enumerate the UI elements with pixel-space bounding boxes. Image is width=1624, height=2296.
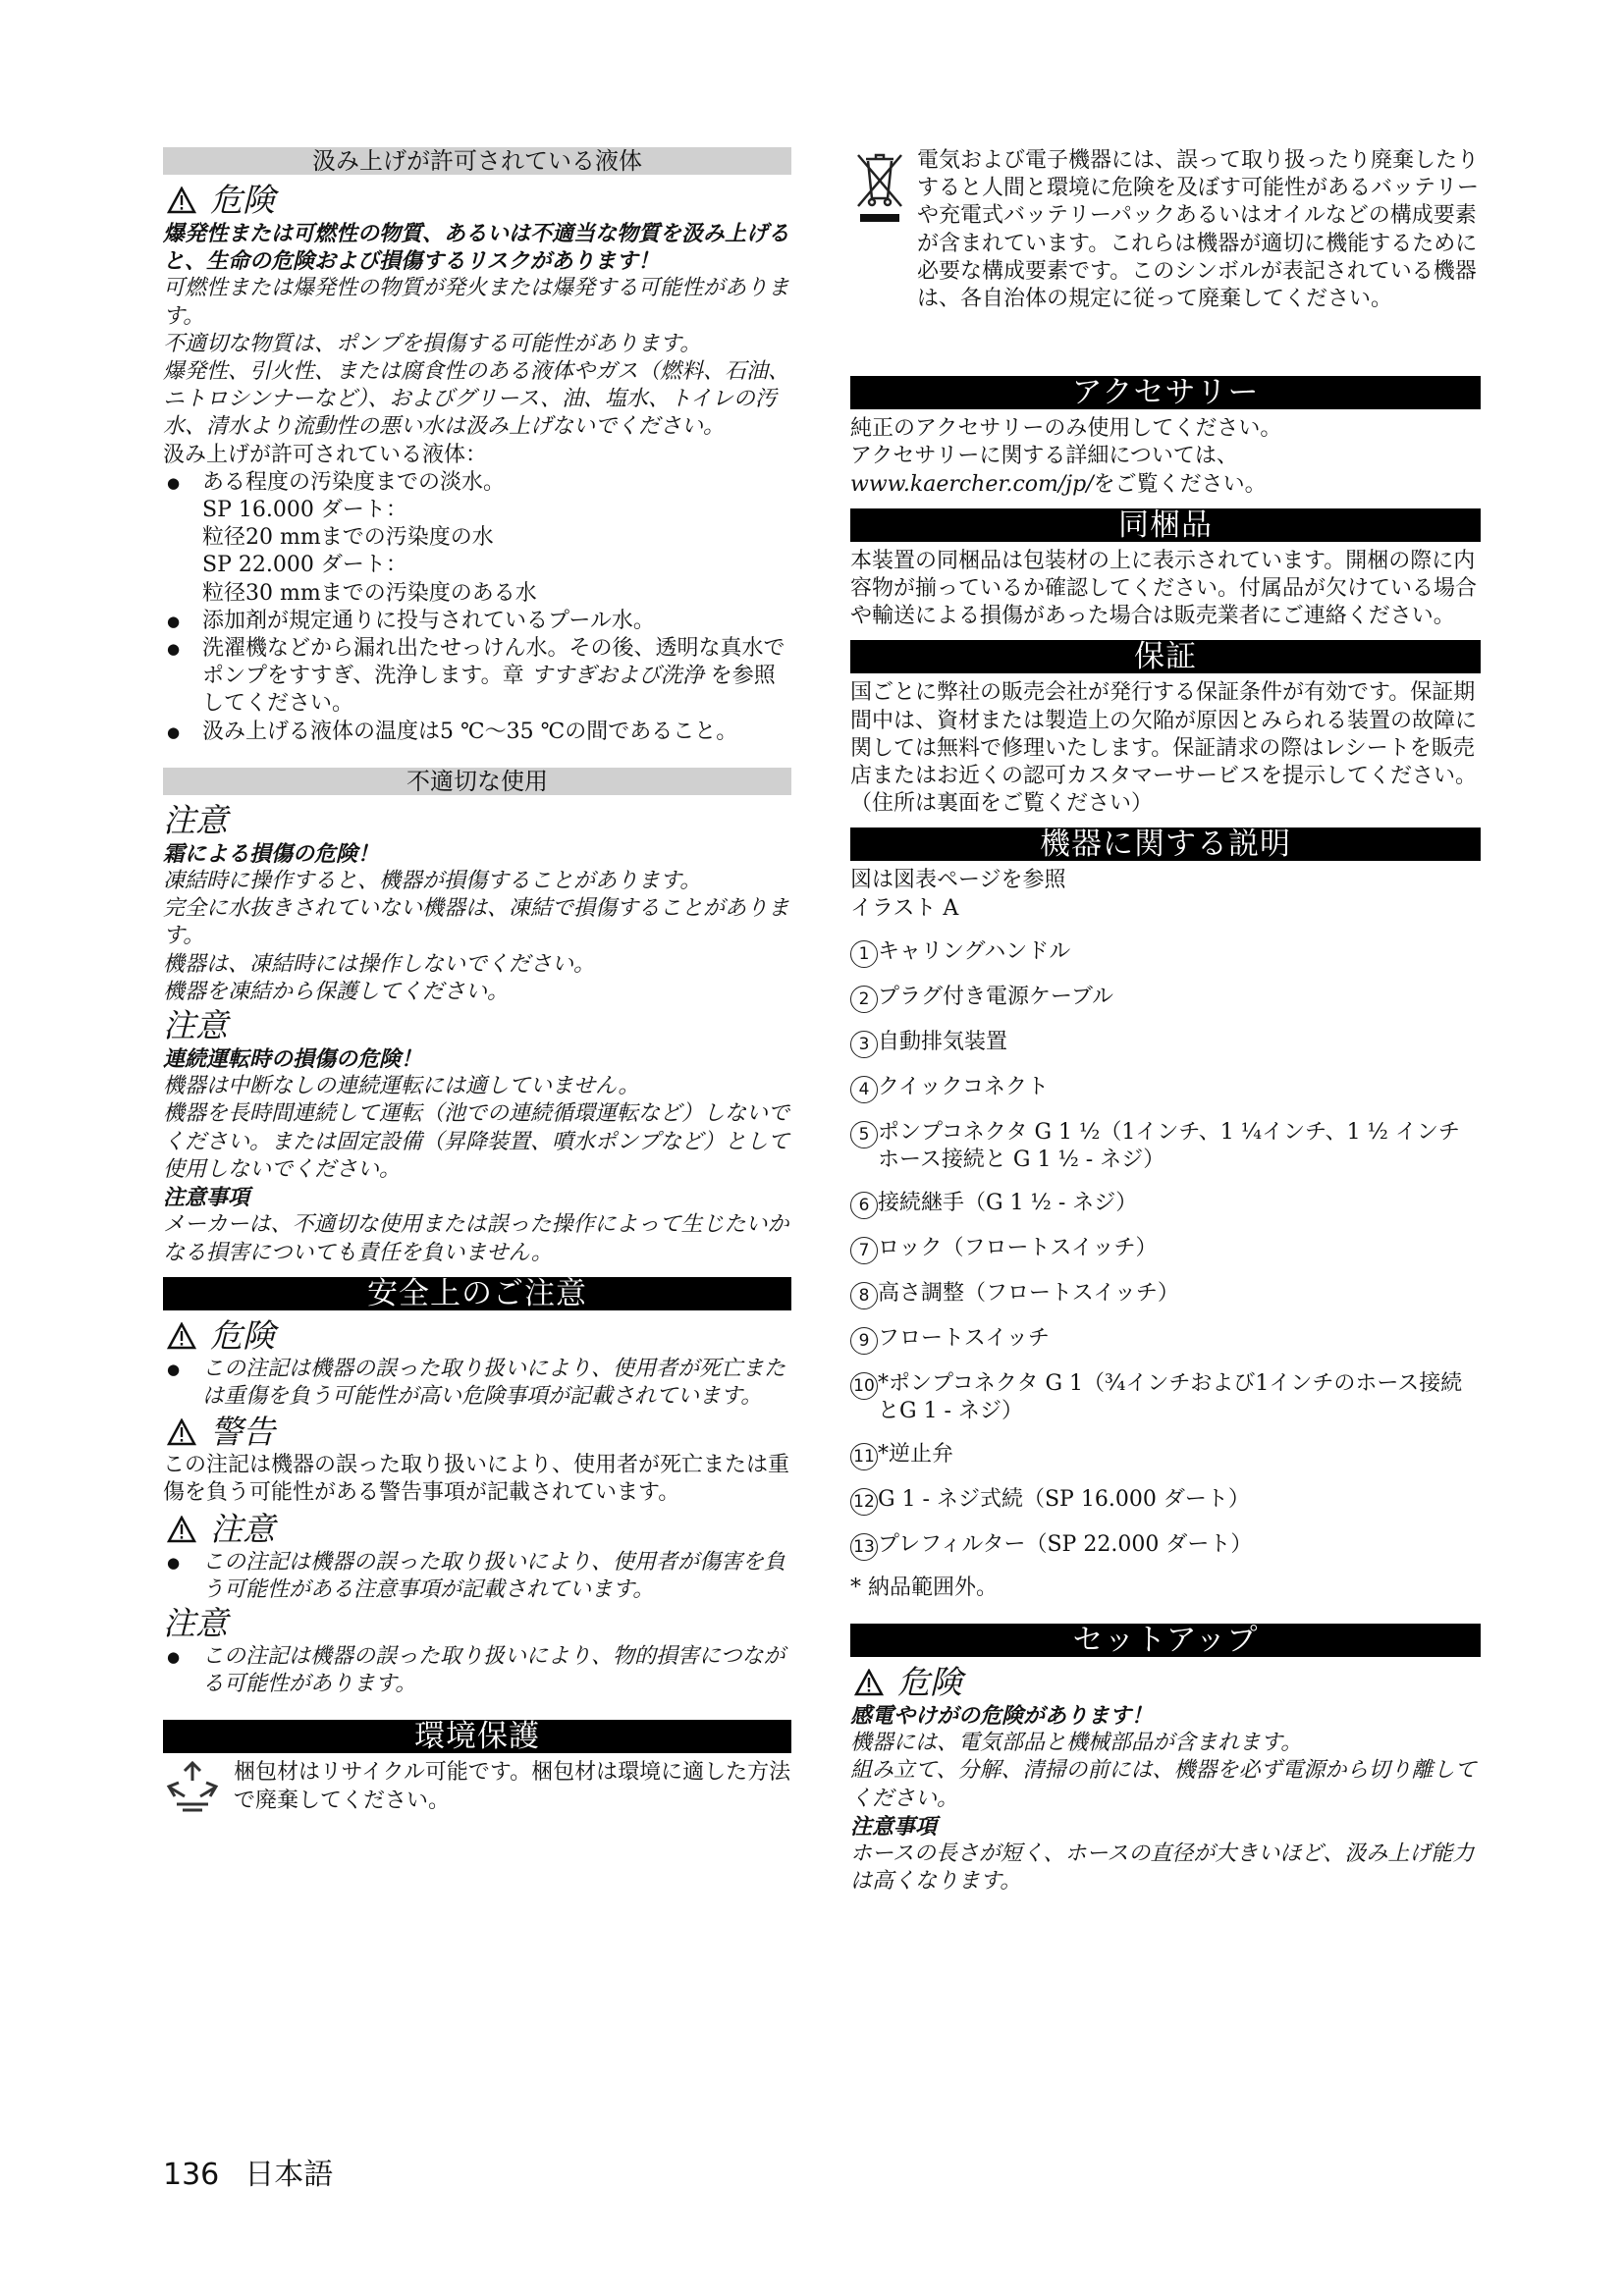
warning-triangle-icon: [167, 1516, 196, 1543]
item-label: ポンプコネクタ G 1 ½（1インチ、1 ¼インチ、1 ½ インチ ホース接続と G 1 ½ - ネジ）: [878, 1119, 1460, 1172]
item-label: *ポンプコネクタ G 1（¾インチおよび1インチのホース接続とG 1 - ネジ）: [878, 1370, 1463, 1423]
danger-bold-text: 感電やけがの危険があります！: [850, 1703, 1154, 1730]
list-item: ● この注記は機器の誤った取り扱いにより、物的損害につながる可能性があります。: [163, 1643, 791, 1698]
item-number-badge: 3: [850, 1031, 878, 1058]
caution-text: 機器を凍結から保護してください。: [163, 979, 510, 1004]
list-item: ● ある程度の汚染度までの淡水。: [163, 469, 791, 497]
danger-text: 可燃性または爆発性の物質が発火または爆発する可能性があります。: [163, 276, 790, 329]
danger-text: 機器には、電気部品と機械部品が含まれます。: [850, 1731, 1303, 1756]
component-item: [850, 1325, 1481, 1355]
permitted-intro: 汲み上げが許可されている液体：: [163, 442, 488, 467]
danger-text: 不適切な物質は、ポンプを損傷する可能性があります。: [163, 331, 702, 356]
note-text: メーカーは、不適切な使用または誤った操作によって生じたいかなる損害についても責任を負いません。: [163, 1212, 789, 1265]
caution-title: 注意: [163, 1006, 228, 1045]
item-label: 高さ調整（フロートスイッチ）: [878, 1280, 1179, 1306]
caution-text: 機器を長時間連続して運転（池での連続循環運転など）しないでください。または固定設備（昇降装置、噴水ポンプなど）として使用しないでください。: [163, 1101, 790, 1182]
permitted-list-cont: [163, 608, 791, 746]
warning-triangle-icon: [854, 1669, 884, 1696]
component-item: [850, 1441, 1481, 1470]
danger-title: 危険: [163, 181, 791, 220]
warranty-heading: 保証: [850, 640, 1481, 673]
list-item: ● この注記は機器の誤った取り扱いにより、使用者が死亡または重傷を負う可能性が高い危険事項が記載されています。: [163, 1356, 791, 1411]
item-label: ロック（フロートスイッチ）: [878, 1235, 1158, 1260]
item-number-badge: 2: [850, 986, 878, 1013]
item-label: プレフィルター（SP 22.000 ダート）: [878, 1531, 1253, 1557]
item-number-badge: 7: [850, 1237, 878, 1264]
scope-text: 本装置の同梱品は包装材の上に表示されています。開梱の際に内容物が揃っているか確認してください。付属品が欠けている場合や輸送による損傷があった場合は販売業者にご連絡ください。: [850, 548, 1478, 629]
component-list: [850, 938, 1481, 1561]
warning-text: この注記は機器の誤った取り扱いにより、使用者が死亡または重傷を負う可能性がある警告事項が記載されています。: [163, 1453, 790, 1506]
danger-text: 組み立て、分解、清掃の前には、機器を必ず電源から切り離してください。: [850, 1758, 1477, 1811]
misuse-heading: 不適切な使用: [163, 768, 791, 795]
list-subitem: SP 22.000 ダート：: [202, 553, 407, 578]
caution-list: [163, 1549, 791, 1604]
caution-title: 注意: [163, 1510, 791, 1549]
item-label: 接続継手（G 1 ½ - ネジ）: [878, 1190, 1138, 1215]
component-item: [850, 1370, 1481, 1425]
list-subitem: 粒径20 mmまでの汚染度の水: [202, 525, 494, 551]
item-label: *逆止弁: [878, 1441, 954, 1467]
accessories-text: www.kaercher.com/jp/をご覧ください。: [850, 471, 1267, 497]
danger-title: 危険: [850, 1663, 1481, 1702]
list-subitem: SP 16.000 ダート：: [202, 498, 407, 523]
weee-note: [850, 147, 1481, 313]
caution-text: 凍結時に操作すると、機器が損傷することがあります。: [163, 869, 702, 894]
component-item: [850, 1029, 1481, 1058]
caution-title: 注意: [163, 1603, 228, 1642]
component-item: [850, 1280, 1481, 1309]
not-included-note: * 納品範囲外。: [850, 1575, 998, 1600]
setup-heading: セットアップ: [850, 1624, 1481, 1657]
item-number-badge: 4: [850, 1076, 878, 1103]
caution-text: 機器は中断なしの連続運転には適していません。: [163, 1074, 640, 1099]
component-item: [850, 1119, 1481, 1174]
environment-heading: 環境保護: [163, 1720, 791, 1753]
danger-text: 爆発性、引火性、または腐食性のある液体やガス（燃料、石油、ニトロシンナーなど）、およびグリース、油、塩水、トイレの汚水、清水より流動性の悪い水は汲み上げないでください。: [163, 359, 790, 440]
list-item: ● この注記は機器の誤った取り扱いにより、使用者が傷害を負う可能性がある注意事項が記載されています。: [163, 1549, 791, 1604]
caution-text: 機器は、凍結時には操作しないでください。: [163, 951, 596, 977]
warning-triangle-icon: [167, 1418, 196, 1446]
accessories-text: 純正のアクセサリーのみ使用してください。: [850, 416, 1282, 442]
list-item: ● 洗濯機などから漏れ出たせっけん水。その後、透明な真水でポンプをすすぎ、洗浄します。章 すすぎおよび洗浄 を参照してください。: [163, 635, 791, 719]
device-reference: 図は図表ページを参照: [850, 868, 1066, 893]
language-label: 日本語: [244, 2158, 334, 2192]
permitted-list: [163, 469, 791, 497]
safety-heading: 安全上のご注意: [163, 1277, 791, 1310]
accessories-text: アクセサリーに関する詳細については、: [850, 444, 1238, 469]
item-label: G 1 - ネジ式続（SP 16.000 ダート）: [878, 1486, 1250, 1512]
item-number-badge: 12: [850, 1488, 878, 1516]
list-subitem: 粒径30 mmまでの汚染度のある水: [202, 580, 537, 606]
item-number-badge: 5: [850, 1121, 878, 1148]
warning-triangle-icon: [167, 1322, 196, 1350]
environment-text: 梱包材はリサイクル可能です。梱包材は環境に適した方法で廃棄してください。: [234, 1760, 791, 1813]
component-item: [850, 1235, 1481, 1264]
item-number-badge: 6: [850, 1192, 878, 1219]
left-column: [163, 147, 791, 1818]
caution-title: 注意: [163, 800, 228, 839]
item-label: 自動排気装置: [878, 1029, 1008, 1054]
warning-title: 警告: [163, 1413, 791, 1452]
warranty-note: （住所は裏面をご覧ください）: [850, 791, 1154, 817]
accessories-heading: アクセサリー: [850, 376, 1481, 409]
caution-bold-text: 霜による損傷の危険！: [163, 840, 380, 867]
page-footer: [163, 2158, 333, 2193]
danger-bold-text: 爆発性または可燃性の物質、あるいは不適当な物質を汲み上げると、生命の危険および損傷するリスクがあります！: [163, 221, 790, 275]
item-number-badge: 8: [850, 1282, 878, 1309]
item-label: キャリングハンドル: [878, 938, 1071, 964]
item-label: フロートスイッチ: [878, 1325, 1050, 1351]
caution-bold-text: 連続運転時の損傷の危険！: [163, 1046, 423, 1073]
chapter-reference: すすぎおよび洗浄: [530, 664, 704, 689]
right-column: [850, 147, 1481, 1896]
component-item: [850, 1531, 1481, 1561]
liquids-heading: 汲み上げが許可されている液体: [163, 147, 791, 175]
component-item: [850, 1486, 1481, 1516]
weee-text: 電気および電子機器には、誤って取り扱ったり廃棄したりすると人間と環境に危険を及ぼす可能性があるバッテリーや充電式バッテリーパックあるいはオイルなどの構成要素が含まれています。これらは機器が適切に機能するために必要な構成要素です。このシンボルが表記されている機器は、各自治体の規定に従って廃棄してください。: [917, 148, 1480, 312]
website-link[interactable]: www.kaercher.com/jp/: [850, 471, 1094, 497]
item-number-badge: 9: [850, 1327, 878, 1355]
device-reference: イラスト A: [850, 895, 959, 921]
note-text: ホースの長さが短く、ホースの直径が大きいほど、汲み上げ能力は高くなります。: [850, 1842, 1475, 1895]
item-label: クイックコネクト: [878, 1074, 1050, 1099]
component-item: [850, 1074, 1481, 1103]
recycling-icon: [163, 1759, 222, 1818]
scope-heading: 同梱品: [850, 508, 1481, 542]
recycling-note: [163, 1759, 791, 1818]
item-number-badge: 11: [850, 1443, 878, 1470]
item-label: プラグ付き電源ケーブル: [878, 984, 1114, 1009]
item-number-badge: 13: [850, 1533, 878, 1561]
component-item: [850, 938, 1481, 968]
item-number-badge: 1: [850, 940, 878, 968]
list-item: ● 汲み上げる液体の温度は5 ℃～35 ℃の間であること。: [163, 719, 791, 746]
danger-title: 危険: [163, 1316, 791, 1356]
page-number: 136: [163, 2158, 220, 2192]
list-item: ● 添加剤が規定通りに投与されているプール水。: [163, 608, 791, 635]
item-number-badge: 10: [850, 1372, 878, 1400]
warning-triangle-icon: [167, 187, 196, 214]
component-item: [850, 984, 1481, 1013]
note-label: 注意事項: [163, 1185, 250, 1211]
danger-list: [163, 1356, 791, 1411]
caution-list: [163, 1643, 791, 1698]
note-label: 注意事項: [850, 1813, 938, 1840]
device-heading: 機器に関する説明: [850, 828, 1481, 861]
warranty-text: 国ごとに弊社の販売会社が発行する保証条件が有効です。保証期間中は、資材または製造上の欠陥が原因とみられる装置の故障に関しては無料で修理いたします。保証請求の際はレシートを販売店またはお近くの認可カスタマーサービスを提示してください。: [850, 680, 1478, 789]
crossed-out-bin-icon: [850, 147, 909, 226]
component-item: [850, 1190, 1481, 1219]
caution-text: 完全に水抜きされていない機器は、凍結で損傷することがあります。: [163, 896, 790, 949]
